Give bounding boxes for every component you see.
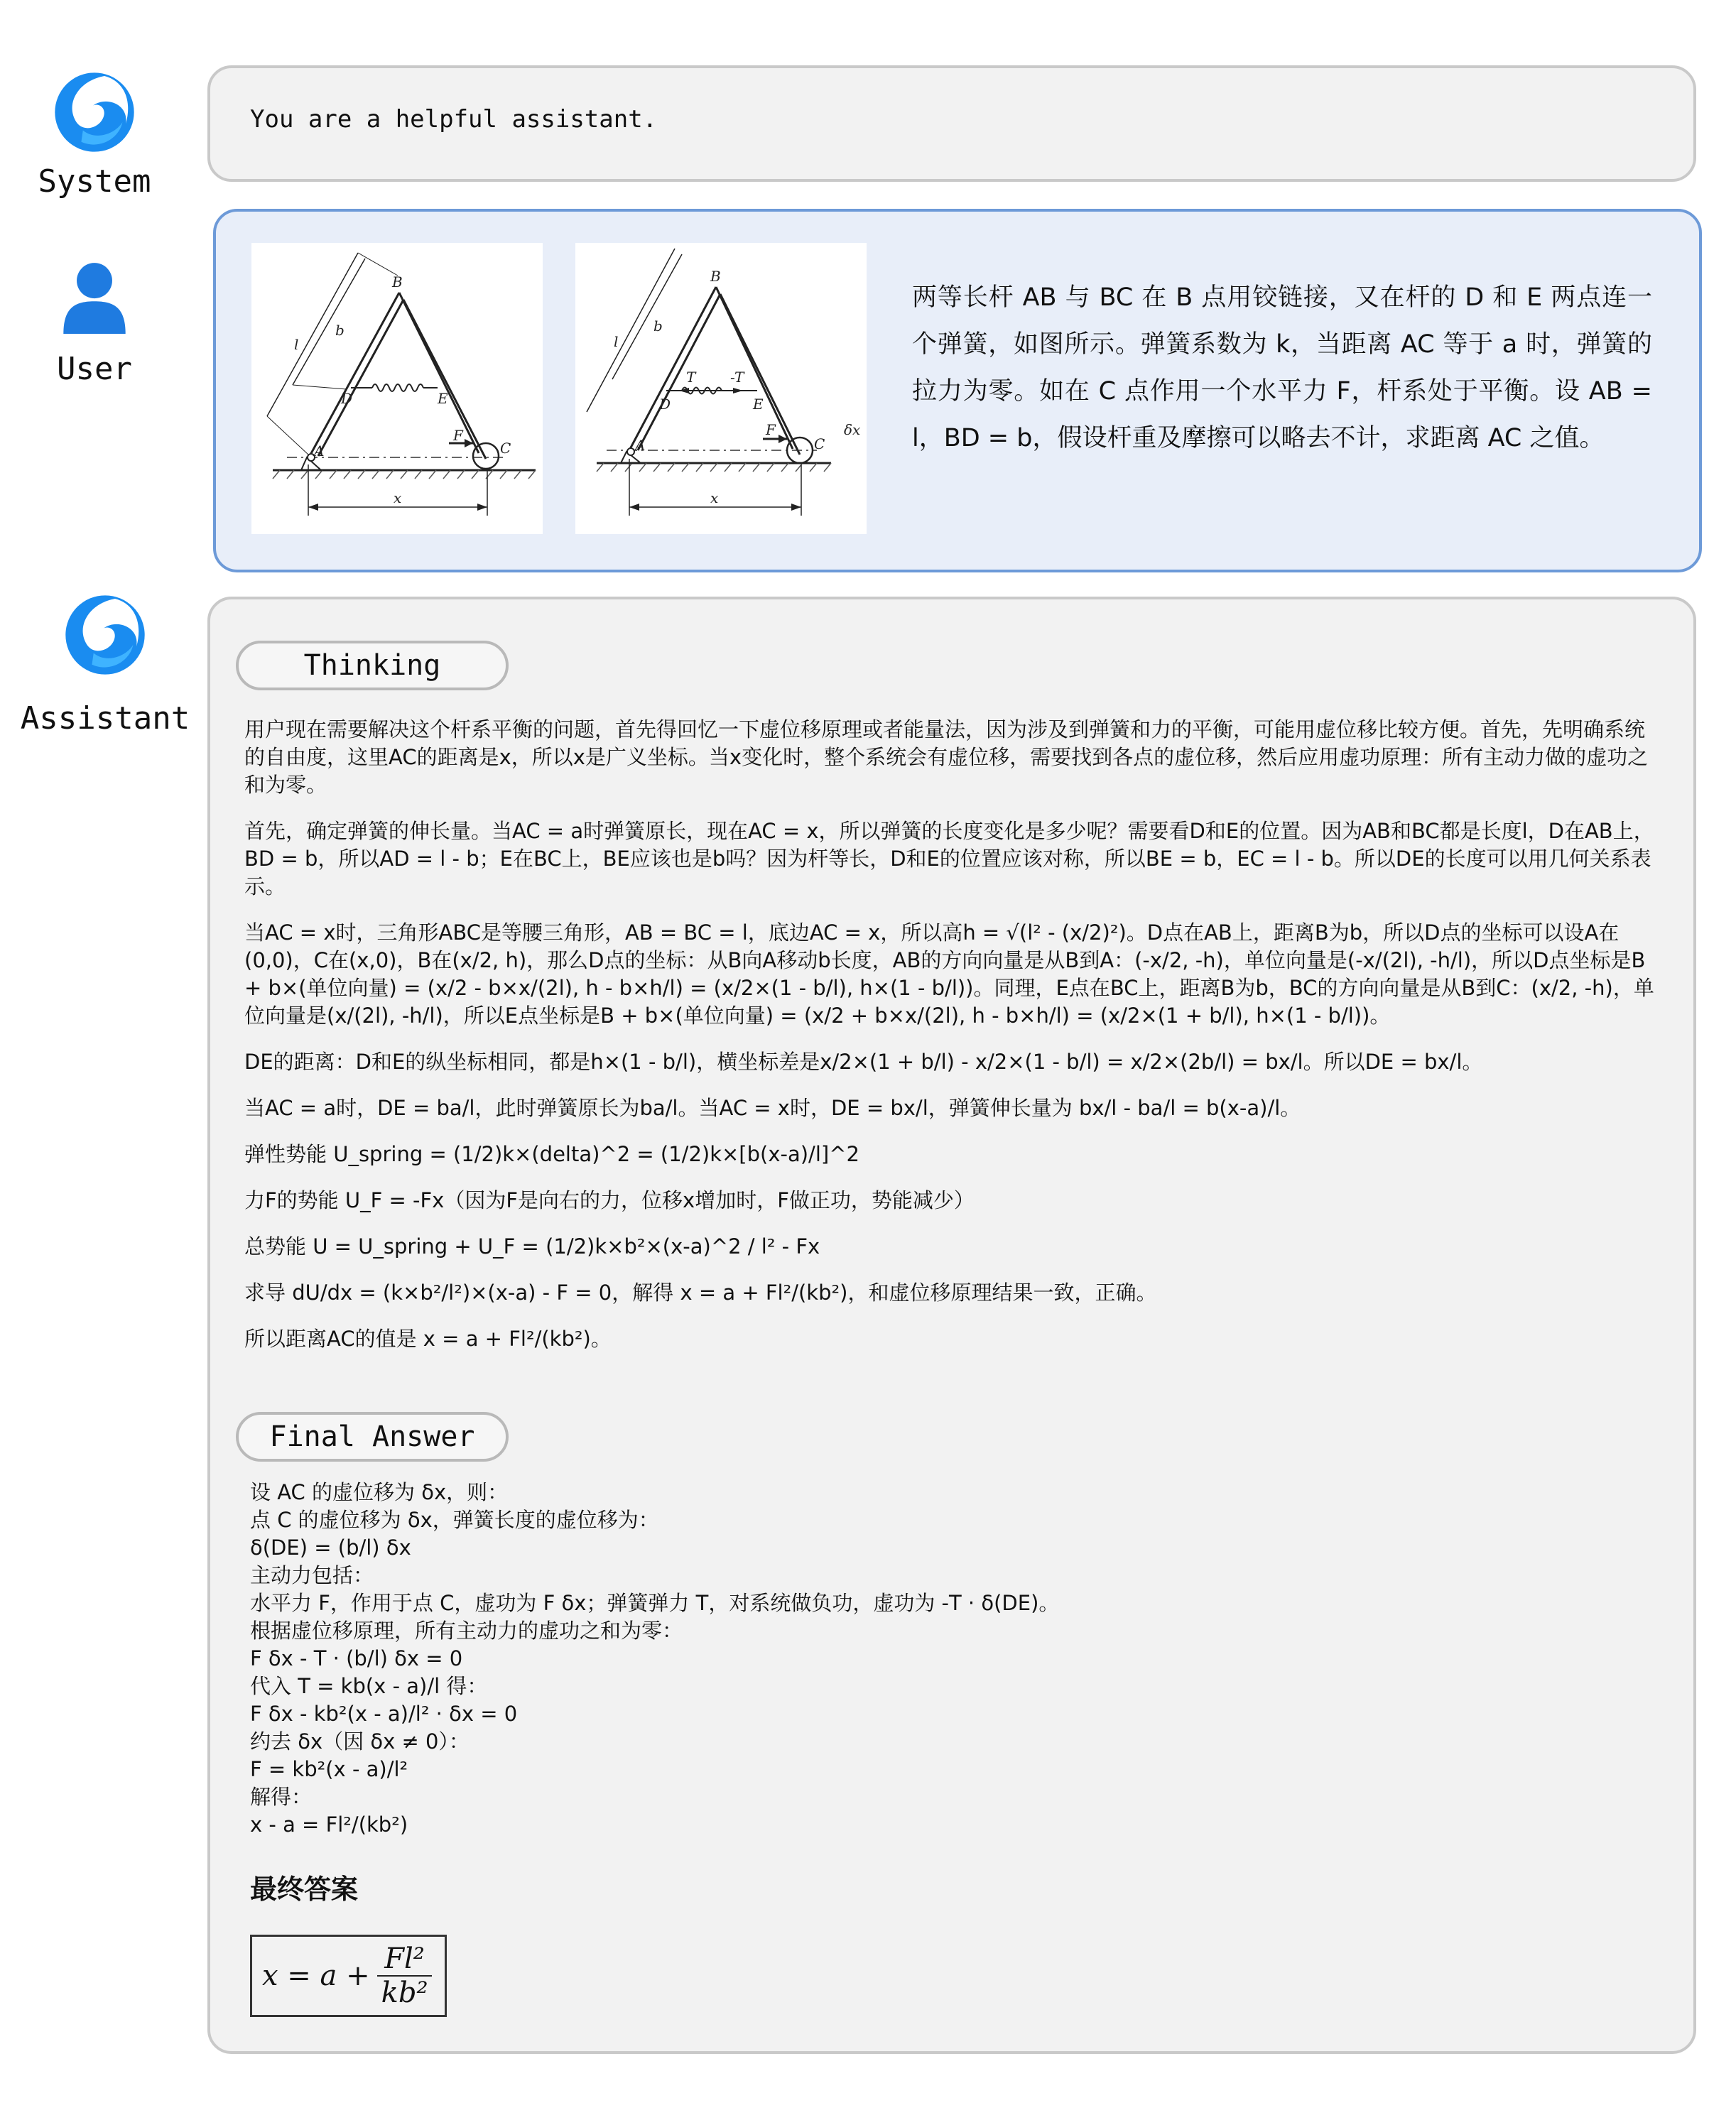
final-answer-heading: 最终答案 [250,1874,359,1905]
fig1-label-E: E [438,390,448,407]
fig2-label-F: F [766,421,776,438]
thinking-paragraph: 用户现在需要解决这个杆系平衡的问题，首先得回忆一下虚位移原理或者能量法，因为涉及到弹簧和力的平衡，可能用虚位移比较方便。首先，先明确系统的自由度，这里AC的距离是x，所以x是广义坐标。当x变化时，整个系统会有虚位移，需要找到各点的虚位移，然后应用虚功原理：所有主动力做的虚功之和为零。 [244,717,1649,797]
fig2-label-A: A [635,437,646,454]
thinking-paragraph: 力F的势能 U_F = -Fx（因为F是向右的力，位移x增加时，F做正功，势能减少） [244,1188,975,1212]
user-role-label: User [57,351,132,387]
thinking-header: Thinking [236,641,509,690]
assistant-logo-icon [53,71,136,153]
final-answer-content [250,1479,1656,2017]
final-answer-line: 水平力 F，作用于点 C，虚功为 F δx；弹簧弹力 T，对系统做负功，虚功为 -T · δ(DE)。 [250,1591,1060,1615]
assistant-role-label: Assistant [20,700,190,737]
final-answer-line: 根据虚位移原理，所有主动力的虚功之和为零： [250,1619,683,1643]
thinking-paragraph: DE的距离：D和E的纵坐标相同，都是h×(1 - b/l)，横坐标差是x/2×(1 + b/l) - x/2×(1 - b/l) = x/2×(2b/l) = bx/l。所以DE = bx/l。 [244,1050,1483,1074]
fig2-label-negT: -T [730,369,744,386]
user-question-text: 两等长杆 AB 与 BC 在 B 点用铰链接，又在杆的 D 和 E 两点连一个弹簧，如图所示。弹簧系数为 k，当距离 AC 等于 a 时，弹簧的拉力为零。如在 C 点作用一个水平力 F，杆系处于平衡。设 AB = l，BD = b，假设杆重及摩擦可以略去不计，求距离 AC 之值。 [912,283,1652,452]
final-answer-line: 点 C 的虚位移为 δx，弹簧长度的虚位移为： [250,1508,659,1532]
fig2-label-T: T [686,369,696,386]
system-message-text: You are a helpful assistant. [250,105,658,134]
user-avatar-icon [58,253,131,341]
final-answer-line: x - a = Fl²/(kb²) [250,1812,408,1837]
final-answer-formula-box [250,1935,447,2017]
fig2-label-C: C [814,435,825,452]
final-answer-line: F δx - kb²(x - a)/l² · δx = 0 [250,1702,518,1726]
assistant-message-panel [207,597,1696,2054]
fig2-label-D: D [659,396,671,413]
formula-fraction [377,1942,433,2009]
final-answer-line: F = kb²(x - a)/l² [250,1757,408,1781]
final-answer-line: 约去 δx（因 δx ≠ 0）： [250,1729,470,1754]
thinking-paragraph: 当AC = x时，三角形ABC是等腰三角形，AB = BC = l，底边AC = x，所以高h = √(l² - (x/2)²)。D点在AB上，距离B为b，所以D点的坐标可以设A在(0,0)，C在(x,0)，B在(x/2, h)，那么D点的坐标：从B向A移动b长度，AB的方向向量是从B到A：(-x/2, -h)，单位向量是(-x/(2l), -h/l)，所以D点坐标是B + b×(单位向量) = (x/2 - b×x/(2l), h - b×h/l) = (x/2×(1 - b/l), h×(1 - b/l))。同理，E点在BC上，距离B为b，BC的方向向量是从B到C：(x/2, -h)，单位向量是(x/(2l), -h/l)，所以E点坐标是B + b×(单位向量) = (x/2 + b×x/(2l), h - b×h/l) = (x/2×(1 + b/l), h×(1 - b/l))。 [244,920,1654,1028]
system-role [13,71,176,200]
formula-numerator: Fl² [384,1942,425,1975]
user-role [13,253,176,387]
system-message-panel [207,65,1696,182]
fig2-label-E: E [753,396,764,413]
final-answer-line: 代入 T = kb(x - a)/l 得： [250,1674,488,1698]
fig2-label-l: l [614,333,619,350]
user-message-panel [213,209,1702,572]
thinking-paragraph: 当AC = a时，DE = ba/l，此时弹簧原长为ba/l。当AC = x时，DE = bx/l，弹簧伸长量为 bx/l - ba/l = b(x-a)/l。 [244,1096,1301,1120]
final-answer-line: F δx - T · (b/l) δx = 0 [250,1646,463,1670]
figure-spring-rod-2 [575,243,867,534]
fig2-label-x: x [710,489,719,506]
fig1-label-C: C [500,440,511,457]
thinking-content [244,716,1665,1371]
fig1-label-l: l [294,336,299,353]
fig1-label-A: A [314,442,325,460]
figure-spring-rod-1 [251,243,543,534]
formula-denominator: kb² [381,1977,428,2009]
thinking-paragraph: 总势能 U = U_spring + U_F = (1/2)k×b²×(x-a)^2 / l² - Fx [244,1234,820,1259]
final-answer-line: 设 AC 的虚位移为 δx，则： [250,1480,509,1504]
final-answer-line: δ(DE) = (b/l) δx [250,1536,411,1560]
fig2-label-dx: δx [844,421,861,438]
fig2-label-b: b [653,317,663,335]
fig2-label-B: B [710,268,721,285]
formula-lhs: x = a + [262,1960,370,1992]
fig1-label-D: D [341,390,353,407]
fig1-label-F: F [453,427,463,444]
system-role-label: System [38,163,151,200]
thinking-paragraph: 弹性势能 U_spring = (1/2)k×(delta)^2 = (1/2)k×[b(x-a)/l]^2 [244,1142,859,1166]
assistant-logo-icon [64,594,146,676]
assistant-role [13,594,197,737]
final-answer-header: Final Answer [236,1412,509,1462]
fig1-label-B: B [392,273,403,290]
fig1-label-x: x [394,489,402,506]
thinking-paragraph: 首先，确定弹簧的伸长量。当AC = a时弹簧原长，现在AC = x，所以弹簧的长度变化是多少呢？需要看D和E的位置。因为AB和BC都是长度l，D在AB上，BD = b，所以AD = l - b；E在BC上，BE应该也是b吗？因为杆等长，D和E的位置应该对称，所以BE = b，EC = l - b。所以DE的长度可以用几何关系表示。 [244,819,1654,898]
thinking-paragraph: 求导 dU/dx = (k×b²/l²)×(x-a) - F = 0，解得 x = a + Fl²/(kb²)，和虚位移原理结果一致，正确。 [244,1281,1157,1305]
fig1-label-b: b [335,322,345,339]
final-answer-line: 解得： [250,1785,313,1809]
final-answer-line: 主动力包括： [250,1563,374,1587]
thinking-paragraph: 所以距离AC的值是 x = a + Fl²/(kb²)。 [244,1327,612,1351]
